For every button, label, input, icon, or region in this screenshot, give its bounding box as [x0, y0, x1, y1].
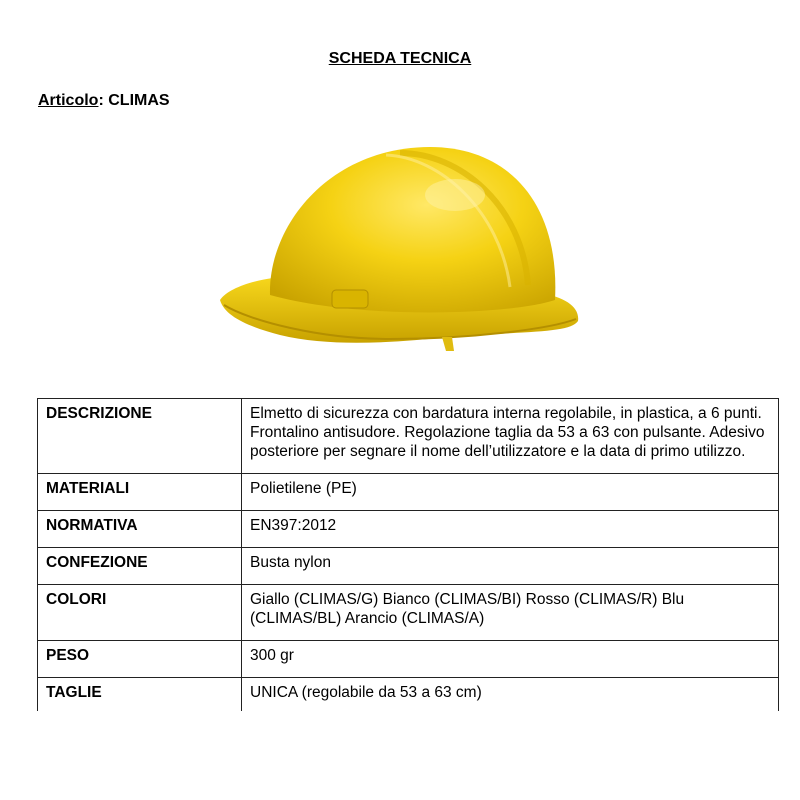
- spec-key: DESCRIZIONE: [38, 399, 242, 474]
- table-row: [38, 548, 779, 585]
- spec-value: Giallo (CLIMAS/G) Bianco (CLIMAS/BI) Rosso (CLIMAS/R) Blu (CLIMAS/BL) Arancio (CLIMAS/A): [242, 585, 779, 641]
- article-separator: :: [98, 92, 104, 109]
- table-row: [38, 678, 779, 712]
- spec-value: EN397:2012: [242, 511, 779, 548]
- spec-key: NORMATIVA: [38, 511, 242, 548]
- article-value: CLIMAS: [108, 92, 170, 109]
- table-row: [38, 511, 779, 548]
- table-row: [38, 585, 779, 641]
- spec-value: UNICA (regolabile da 53 a 63 cm): [242, 678, 779, 712]
- table-row: [38, 474, 779, 511]
- spec-table: [37, 398, 779, 711]
- table-row: [38, 641, 779, 678]
- spec-key: TAGLIE: [38, 678, 242, 712]
- helmet-image: [210, 125, 590, 375]
- spec-value: Busta nylon: [242, 548, 779, 585]
- article-line: [38, 92, 170, 110]
- page-title: SCHEDA TECNICA: [328, 50, 472, 67]
- spec-key: PESO: [38, 641, 242, 678]
- spec-value: Polietilene (PE): [242, 474, 779, 511]
- spec-value: Elmetto di sicurezza con bardatura interna regolabile, in plastica, a 6 punti. Frontalino antisudore. Regolazione taglia da 53 a 63 con pulsante. Adesivo posteriore per segnare il nome dell’utilizzatore e la data di primo utilizzo.: [242, 399, 779, 474]
- spec-key: CONFEZIONE: [38, 548, 242, 585]
- spec-key: COLORI: [38, 585, 242, 641]
- spec-value: 300 gr: [242, 641, 779, 678]
- table-row: [38, 399, 779, 474]
- spec-key: MATERIALI: [38, 474, 242, 511]
- article-label: Articolo: [38, 92, 99, 109]
